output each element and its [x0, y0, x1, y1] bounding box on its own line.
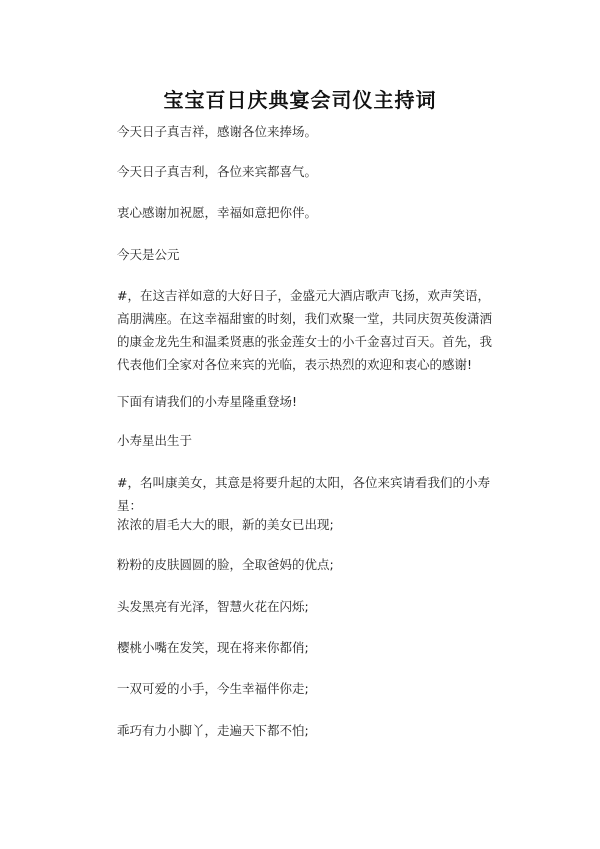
- paragraph-12: 樱桃小嘴在发笑，现在将来你都俏;: [117, 640, 309, 655]
- paragraph-6: 下面有请我们的小寿星隆重登场!: [117, 394, 298, 409]
- paragraph-7: 小寿星出生于: [117, 433, 193, 448]
- paragraph-5: #，在这吉祥如意的大好日子，金盛元大酒店歌声飞扬，欢声笑语，高朋满座。在这幸福甜蜜的时刻，我们欢聚一堂，共同庆贺英俊潇洒的康金龙先生和温柔贤惠的张金莲女士的小千金喜过百天。首先，我代表他们全家对各位来宾的光临，表示热烈的欢迎和衷心的感谢!: [117, 288, 493, 372]
- paragraph-3: 衷心感谢加祝愿，幸福如意把你伴。: [117, 205, 318, 220]
- paragraph-4: 今天是公元: [117, 247, 180, 262]
- paragraph-11: 头发黑亮有光泽，智慧火花在闪烁;: [117, 599, 309, 614]
- paragraph-9: 浓浓的眉毛大大的眼，新的美女已出现;: [117, 517, 334, 532]
- paragraph-1: 今天日子真吉祥，感谢各位来捧场。: [117, 124, 318, 139]
- paragraph-10: 粉粉的皮肤圆圆的脸，全取爸妈的优点;: [117, 557, 334, 572]
- paragraph-8: #，名叫康美女，其意是将要升起的太阳，各位来宾请看我们的小寿星：: [117, 475, 490, 513]
- document-title: 宝宝百日庆典宴会司仪主持词: [163, 88, 437, 112]
- paragraph-2: 今天日子真吉利，各位来宾都喜气。: [117, 164, 318, 179]
- paragraph-14: 乖巧有力小脚丫，走遍天下都不怕;: [117, 723, 309, 738]
- paragraph-13: 一双可爱的小手，今生幸福伴你走;: [117, 681, 309, 696]
